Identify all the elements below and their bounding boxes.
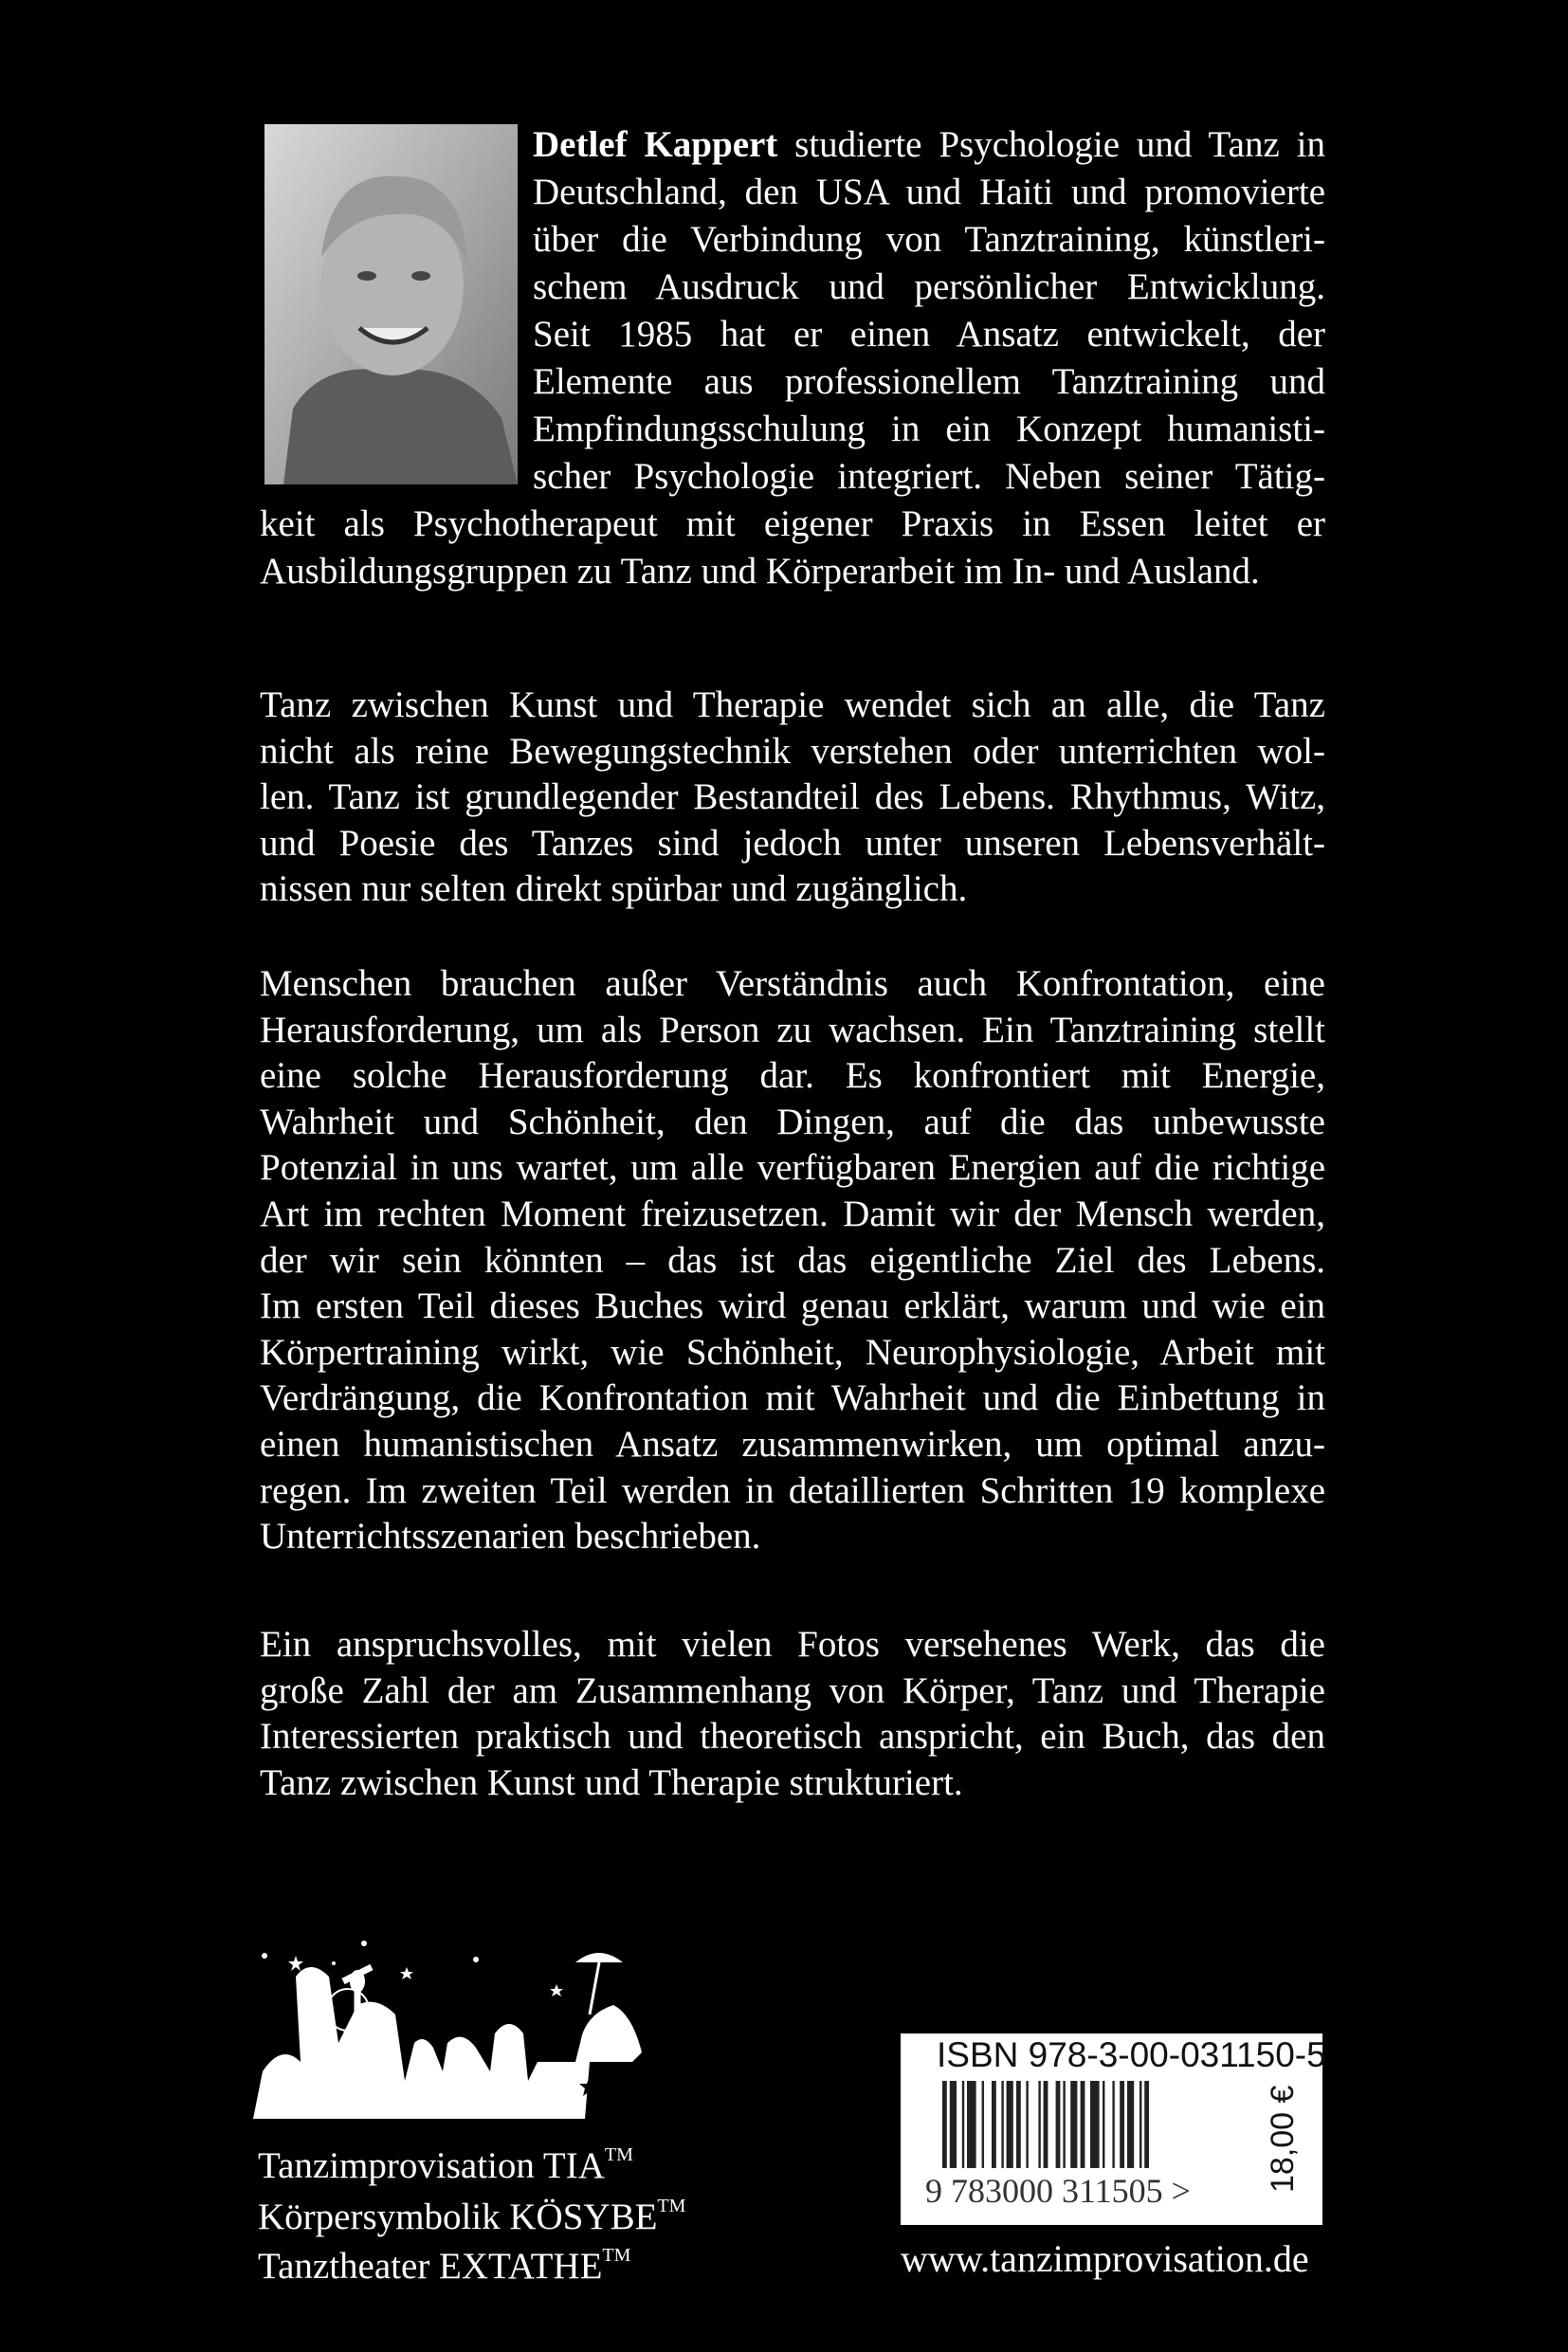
paragraph-line: nicht als reine Bewegungstechnik verstehen oder unterrichten wol- xyxy=(260,730,1325,772)
barcode-bar xyxy=(1144,2081,1149,2168)
barcode-bar xyxy=(1001,2081,1003,2168)
trademark-line: Körpersymbolik KÖSYBE™ xyxy=(258,2196,686,2237)
paragraph-line: Potenzial in uns wartet, um alle verfügbaren Energien auf die richtige xyxy=(260,1147,1325,1189)
barcode-bar xyxy=(1016,2081,1021,2168)
author-name: Detlef Kappert xyxy=(533,124,778,165)
bio-line: schem Ausdruck und persönlicher Entwicklung. xyxy=(533,266,1325,307)
barcode-bar xyxy=(950,2081,957,2168)
paragraph-line: und Poesie des Tanzes sind jedoch unter unseren Lebensverhält- xyxy=(260,822,1325,864)
paragraph-line: Ein anspruchsvolles, mit vielen Fotos versehenes Werk, das die xyxy=(260,1624,1325,1665)
paragraph-line: Interessierten praktisch und theoretisch anspricht, ein Buch, das den xyxy=(260,1716,1325,1758)
trademark-line: Tanztheater EXTATHE™ xyxy=(258,2245,631,2287)
barcode-bar xyxy=(982,2081,984,2168)
barcode-bar xyxy=(992,2081,996,2168)
paragraph-line: Verdrängung, die Konfrontation mit Wahrheit und die Einbettung in xyxy=(260,1377,1325,1419)
paragraph-line: einen humanistischen Ansatz zusammenwirken, um optimal anzu- xyxy=(260,1423,1325,1465)
barcode-bar xyxy=(1007,2081,1013,2168)
barcode-bars xyxy=(942,2081,1236,2168)
barcode-bar xyxy=(1044,2081,1048,2168)
bio-line: über die Verbindung von Tanztraining, künstleri- xyxy=(533,219,1325,260)
paragraph-line: der wir sein könnten – das ist das eigentliche Ziel des Lebens. xyxy=(260,1239,1325,1281)
paragraph-line: Menschen brauchen außer Verständnis auch Konfrontation, eine xyxy=(260,963,1325,1004)
paragraph-line: nissen nur selten direkt spürbar und zugänglich. xyxy=(260,868,968,910)
paragraph-line: Unterrichtsszenarien beschrieben. xyxy=(260,1516,761,1558)
bio-line: Ausbildungsgruppen zu Tanz und Körperarbeit im In- und Ausland. xyxy=(260,551,1260,592)
barcode-bar xyxy=(1038,2081,1040,2168)
paragraph-line: eine solche Herausforderung dar. Es konfrontiert mit Energie, xyxy=(260,1055,1325,1097)
ean-digits: 9 783000 311505 > xyxy=(925,2172,1191,2210)
barcode-bar xyxy=(1103,2081,1104,2168)
barcode-bar xyxy=(1090,2081,1100,2168)
paragraph-line: regen. Im zweiten Teil werden in detaillierten Schritten 19 komplexe xyxy=(260,1469,1325,1511)
barcode-bar xyxy=(1127,2081,1134,2168)
bio-line: Deutschland, den USA und Haiti und promovierte xyxy=(533,172,1325,212)
isbn-label: ISBN 978-3-00-031150-5 xyxy=(937,2035,1326,2074)
barcode-bar xyxy=(1140,2081,1141,2168)
paragraph-line: Art im rechten Moment freizusetzen. Damit wir der Mensch werden, xyxy=(260,1193,1325,1234)
barcode-bar xyxy=(1112,2081,1114,2168)
price: 18,00 € xyxy=(1265,2085,1301,2193)
paragraph-line: len. Tanz ist grundlegender Bestandteil des Lebens. Rhythmus, Witz, xyxy=(260,776,1325,818)
bio-line: scher Psychologie integriert. Neben seiner Tätig- xyxy=(533,456,1325,497)
barcode-bar xyxy=(1081,2081,1085,2168)
barcode-bar xyxy=(967,2081,976,2168)
bio-line: Seit 1985 hat er einen Ansatz entwickelt, der xyxy=(533,314,1325,355)
trademark-line: Tanzimprovisation TIA™ xyxy=(258,2144,633,2186)
paragraph-line: Tanz zwischen Kunst und Therapie wendet sich an alle, die Tanz xyxy=(260,684,1325,725)
barcode-bar xyxy=(1026,2081,1028,2168)
isbn-barcode xyxy=(901,2033,1326,2225)
paragraph-line: Körpertraining wirkt, wie Schönheit, Neurophysiologie, Arbeit mit xyxy=(260,1331,1325,1373)
website-url: www.tanzimprovisation.de xyxy=(901,2237,1309,2280)
paragraph-line: große Zahl der am Zusammenhang von Körper, Tanz und Therapie xyxy=(260,1669,1325,1711)
bio-line: Elemente aus professionellem Tanztraining und xyxy=(533,361,1325,402)
description-paragraph xyxy=(260,961,1325,1560)
barcode-bar xyxy=(1070,2081,1077,2168)
barcode-bar xyxy=(1120,2081,1124,2168)
author-bio: Detlef Kappert studierte Psychologie und Tanz in Deutschland, den USA und Haiti und promovierte über die Verbindung von Tanztraining, künstleri- schem Ausdruck und persönlicher Entwicklung. Seit 1985 hat er einen Ansatz entwickelt, der Elemente aus professionellem Tanztraining und Empfindungsschulung in ein Konzept humanisti- scher Psychologie integriert. Neben seiner Tätig- keit als Psychotherapeut mit eigener Praxis in Essen leitet er Ausbildungsgruppen zu Tanz und Körperarbeit im In- und Ausland. xyxy=(533,121,1325,595)
description-paragraph xyxy=(260,1622,1325,1806)
paragraph-line: Tanz zwischen Kunst und Therapie strukturiert. xyxy=(260,1761,963,1803)
paragraph-line: Herausforderung, um als Person zu wachsen. Ein Tanztraining stellt xyxy=(260,1009,1325,1050)
barcode-bar xyxy=(1056,2081,1061,2168)
paragraph-line: Wahrheit und Schönheit, den Dingen, auf die das unbewusste xyxy=(260,1101,1325,1142)
star-icon xyxy=(288,1956,303,1971)
author-photo xyxy=(264,124,518,484)
barcode-bar xyxy=(942,2081,947,2168)
paragraph-line: Im ersten Teil dieses Buches wird genau erklärt, warum und wie ein xyxy=(260,1285,1325,1327)
description-paragraph xyxy=(260,683,1325,913)
barcode-bar xyxy=(962,2081,964,2168)
bio-line: keit als Psychotherapeut mit eigener Praxis in Essen leitet er xyxy=(260,503,1325,544)
barcode-bar xyxy=(1063,2081,1065,2168)
bio-line: Empfindungsschulung in ein Konzept humanisti- xyxy=(533,409,1325,449)
circus-dancers-logo xyxy=(253,1939,645,2119)
